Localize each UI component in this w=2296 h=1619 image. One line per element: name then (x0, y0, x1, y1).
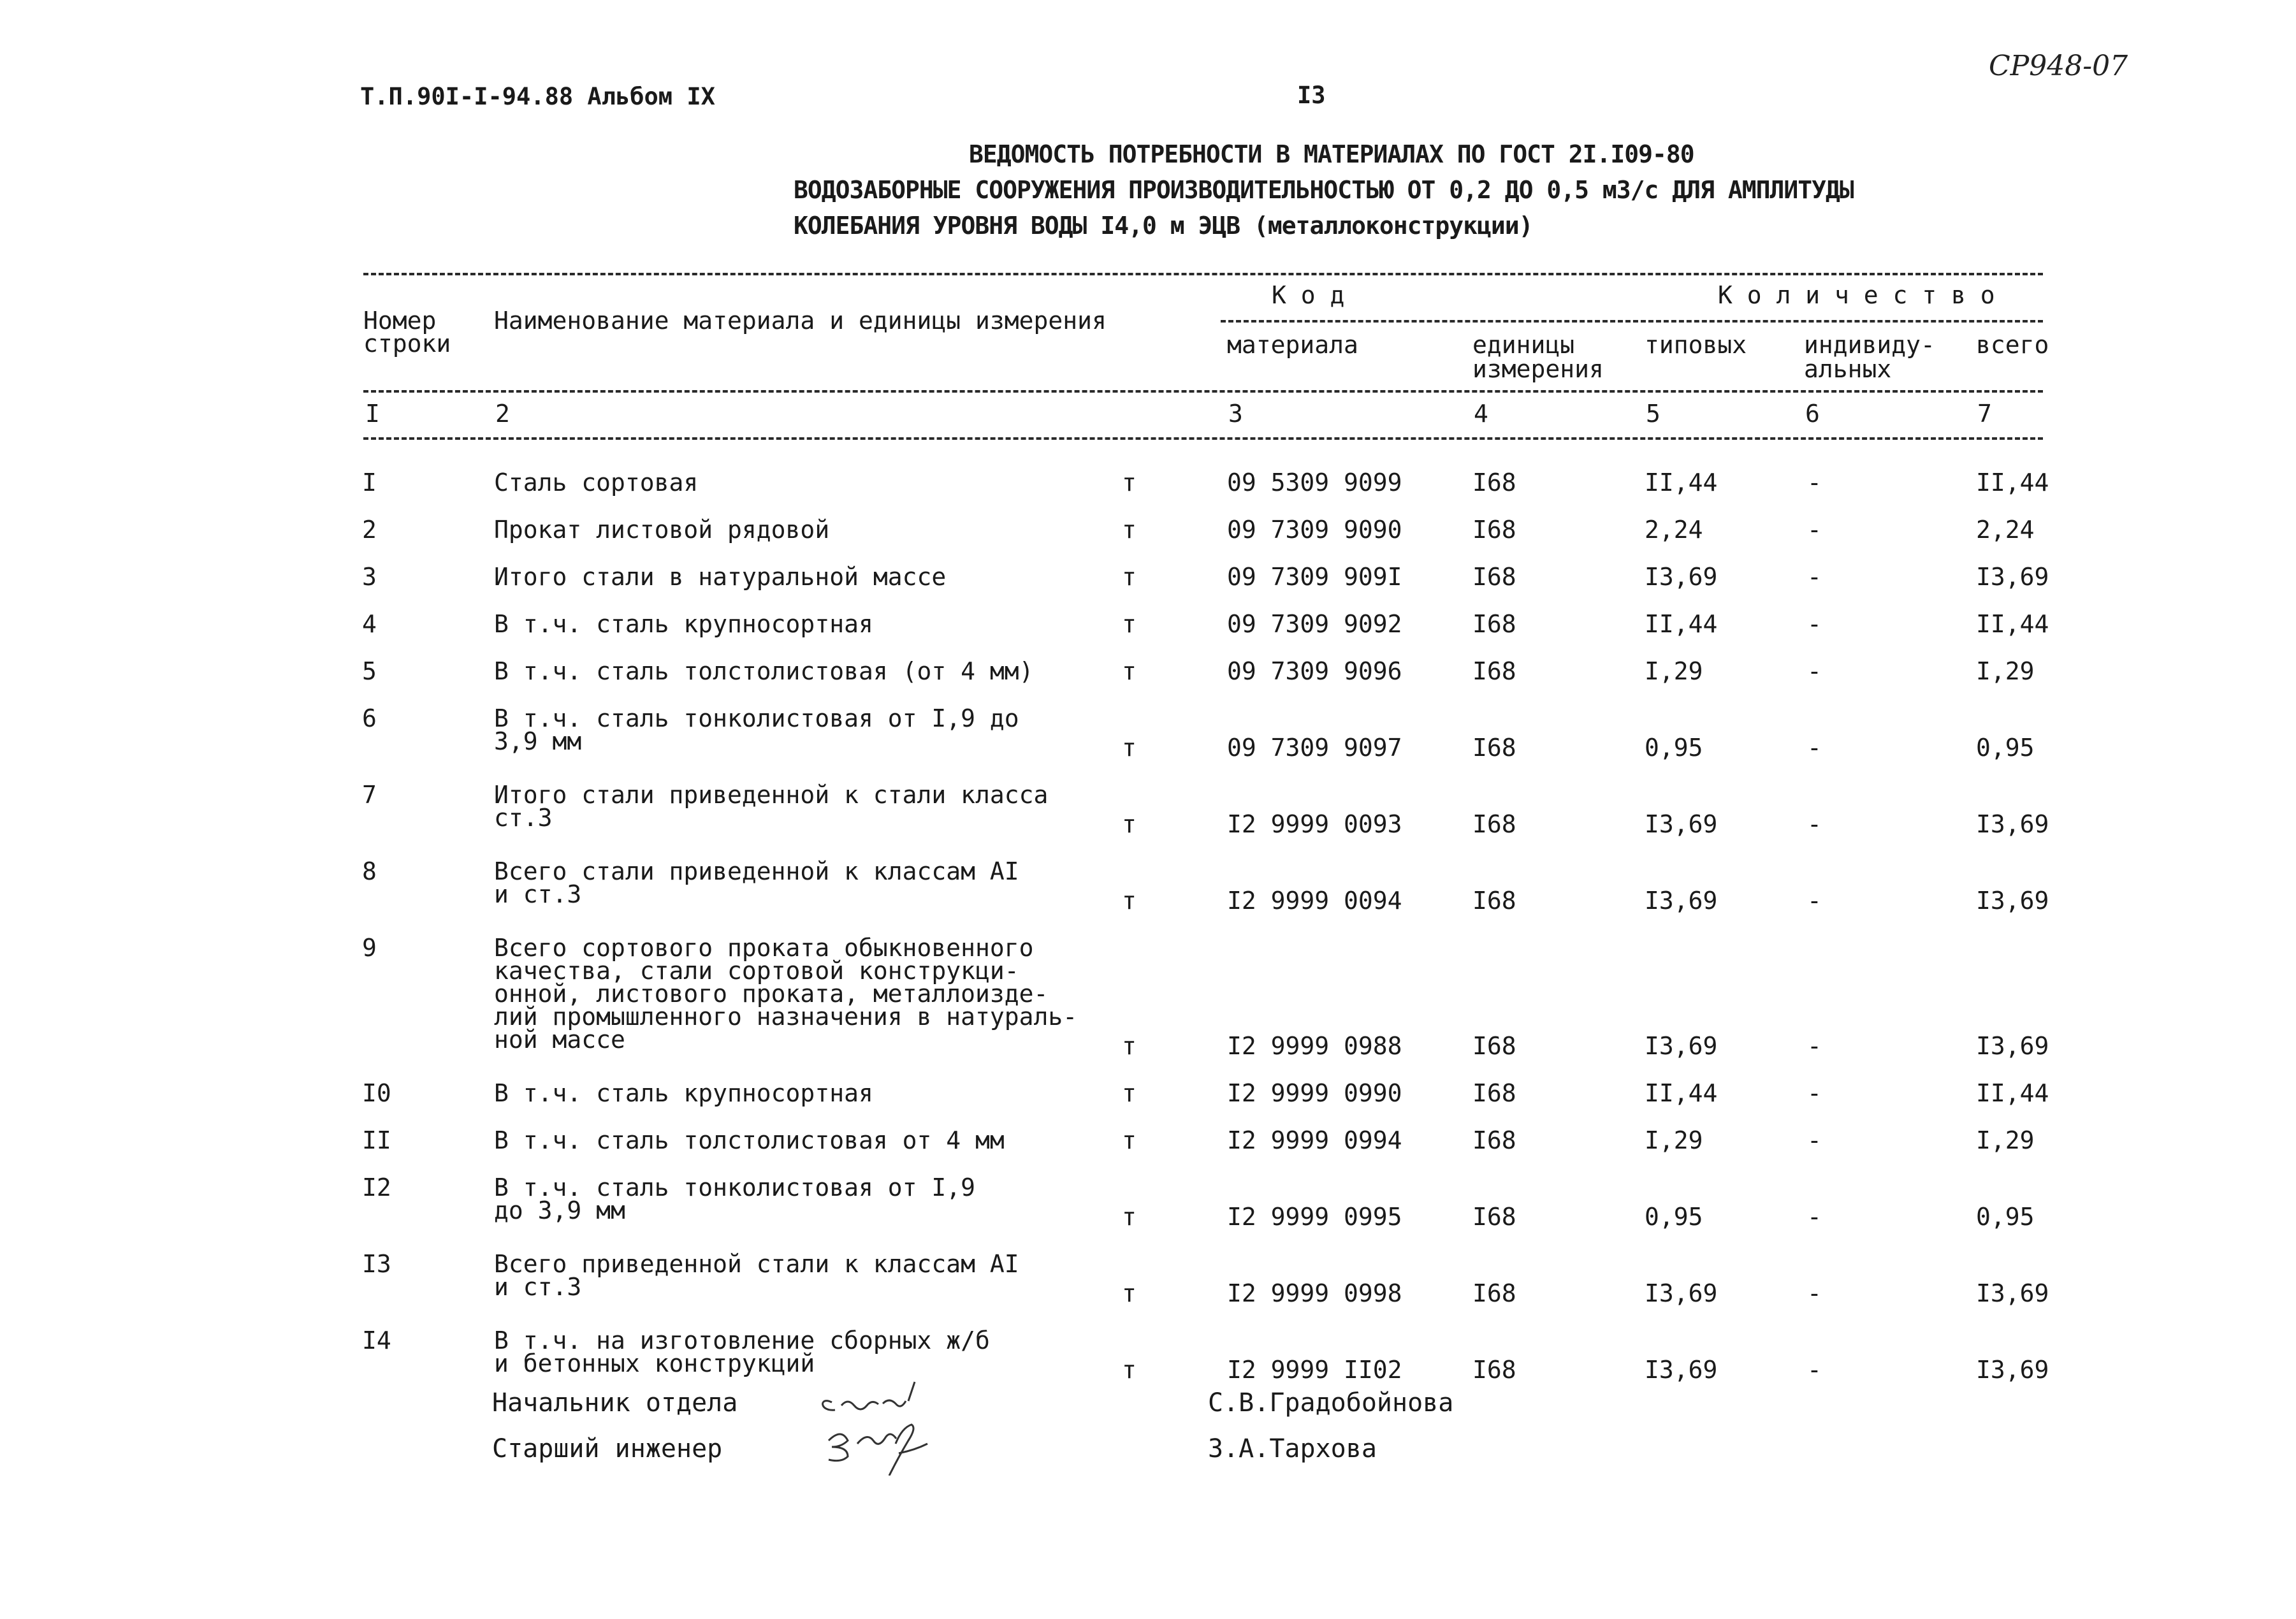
material-code: 09 7309 9096 (1227, 657, 1402, 685)
unit-of-measure: т (1122, 516, 1137, 544)
material-name-line: и ст.3 (494, 1273, 582, 1301)
quantity-total: 0,95 (1976, 1203, 2035, 1231)
material-name-line: и бетонных конструкций (494, 1349, 815, 1377)
quantity-typical: I3,69 (1645, 887, 1718, 915)
quantity-individual: - (1807, 563, 1822, 591)
unit-code: I68 (1472, 1032, 1516, 1060)
quantity-typical: II,44 (1645, 610, 1718, 638)
signature-name-1: С.В.Градобойнова (1208, 1388, 1454, 1418)
handwritten-signature-1 (813, 1377, 940, 1421)
header-code-unit-line-1: единицы (1472, 331, 1575, 359)
material-code: I2 9999 0990 (1227, 1079, 1402, 1107)
unit-code: I68 (1472, 1356, 1516, 1384)
unit-code: I68 (1472, 657, 1516, 685)
unit-code: I68 (1472, 1279, 1516, 1307)
material-code: I2 9999 0995 (1227, 1203, 1402, 1231)
quantity-individual: - (1807, 1079, 1822, 1107)
row-number: 5 (362, 657, 377, 685)
quantity-individual: - (1807, 516, 1822, 544)
unit-of-measure: т (1122, 1203, 1137, 1231)
quantity-total: II,44 (1976, 1079, 2049, 1107)
quantity-total: II,44 (1976, 468, 2049, 497)
col-number-4: 4 (1474, 400, 1488, 428)
unit-of-measure: т (1122, 1279, 1137, 1307)
material-name-line: Всего сортового проката обыкновенного (494, 934, 1034, 962)
quantity-individual: - (1807, 468, 1822, 497)
header-code-unit-line-2: измерения (1472, 355, 1604, 383)
unit-code: I68 (1472, 1126, 1516, 1154)
unit-of-measure: т (1122, 1356, 1137, 1384)
unit-code: I68 (1472, 516, 1516, 544)
unit-code: I68 (1472, 734, 1516, 762)
quantity-typical: I3,69 (1645, 1356, 1718, 1384)
material-code: 09 7309 909I (1227, 563, 1402, 591)
quantity-typical: II,44 (1645, 1079, 1718, 1107)
quantity-typical: I3,69 (1645, 563, 1718, 591)
quantity-total: 0,95 (1976, 734, 2035, 762)
material-name-line: Всего стали приведенной к классам АI (494, 857, 1019, 885)
material-code: I2 9999 II02 (1227, 1356, 1402, 1384)
unit-code: I68 (1472, 1203, 1516, 1231)
row-number: I4 (362, 1326, 391, 1354)
quantity-individual: - (1807, 887, 1822, 915)
signature-name-2: З.А.Тархова (1208, 1434, 1377, 1463)
archive-stamp: СР948-07 (1989, 50, 2128, 82)
page-number: I3 (1297, 82, 1326, 109)
material-name-line: В т.ч. сталь тонколистовая от I,9 (494, 1173, 975, 1202)
material-name-line: до 3,9 мм (494, 1196, 625, 1224)
quantity-individual: - (1807, 610, 1822, 638)
row-number: 9 (362, 934, 377, 962)
header-qty-typical: типовых (1645, 331, 1747, 359)
quantity-total: I,29 (1976, 1126, 2035, 1154)
material-name-line: и ст.3 (494, 880, 582, 908)
unit-of-measure: т (1122, 734, 1137, 762)
quantity-typical: I,29 (1645, 1126, 1703, 1154)
signature-role-2: Старший инженер (492, 1434, 723, 1463)
material-code: I2 9999 0998 (1227, 1279, 1402, 1307)
unit-of-measure: т (1122, 810, 1137, 838)
header-code-group: К о д (1272, 281, 1345, 309)
material-name-line: В т.ч. сталь толстолистовая (от 4 мм) (494, 657, 1034, 685)
unit-code: I68 (1472, 1079, 1516, 1107)
quantity-total: I3,69 (1976, 1356, 2049, 1384)
quantity-total: I3,69 (1976, 1279, 2049, 1307)
quantity-typical: 0,95 (1645, 1203, 1703, 1231)
quantity-individual: - (1807, 1356, 1822, 1384)
column-numbers-rule (363, 437, 2043, 440)
quantity-individual: - (1807, 810, 1822, 838)
material-name-line: В т.ч. сталь крупносортная (494, 610, 873, 638)
col-number-1: I (365, 400, 380, 428)
col-number-7: 7 (1977, 400, 1992, 428)
header-qty-total: всего (1976, 331, 2049, 359)
quantity-total: I3,69 (1976, 887, 2049, 915)
quantity-individual: - (1807, 1032, 1822, 1060)
quantity-individual: - (1807, 734, 1822, 762)
unit-of-measure: т (1122, 1032, 1137, 1060)
quantity-total: I3,69 (1976, 810, 2049, 838)
material-name-line: качества, стали сортовой конструкци- (494, 957, 1019, 985)
quantity-typical: I,29 (1645, 657, 1703, 685)
quantity-typical: II,44 (1645, 468, 1718, 497)
header-group-rule (1221, 320, 2043, 323)
row-number: 7 (362, 781, 377, 809)
material-code: I2 9999 0094 (1227, 887, 1402, 915)
unit-of-measure: т (1122, 563, 1137, 591)
col-number-3: 3 (1228, 400, 1243, 428)
unit-of-measure: т (1122, 468, 1137, 497)
quantity-typical: 0,95 (1645, 734, 1703, 762)
col-number-5: 5 (1646, 400, 1660, 428)
row-number: I0 (362, 1079, 391, 1107)
header-qty-individual-line-1: индивиду- (1804, 331, 1935, 359)
material-name-line: лий промышленного назначения в натураль- (494, 1003, 1078, 1031)
quantity-typical: 2,24 (1645, 516, 1703, 544)
signature-role-1: Начальник отдела (492, 1388, 738, 1418)
quantity-individual: - (1807, 1126, 1822, 1154)
material-code: 09 7309 9090 (1227, 516, 1402, 544)
unit-code: I68 (1472, 610, 1516, 638)
unit-code: I68 (1472, 468, 1516, 497)
header-row-num-line-1: Номер (363, 307, 437, 335)
title-line-1: ВЕДОМОСТЬ ПОТРЕБНОСТИ В МАТЕРИАЛАХ ПО ГОСТ 2I.I09-80 (969, 140, 1694, 168)
material-name-line: ной массе (494, 1026, 625, 1054)
quantity-typical: I3,69 (1645, 1279, 1718, 1307)
table-top-rule (363, 273, 2043, 275)
material-name-line: онной, листового проката, металлоизде- (494, 980, 1049, 1008)
unit-of-measure: т (1122, 610, 1137, 638)
unit-code: I68 (1472, 887, 1516, 915)
unit-code: I68 (1472, 810, 1516, 838)
material-code: 09 5309 9099 (1227, 468, 1402, 497)
material-name-line: В т.ч. сталь толстолистовая от 4 мм (494, 1126, 1005, 1154)
quantity-individual: - (1807, 1203, 1822, 1231)
title-line-3: КОЛЕБАНИЯ УРОВНЯ ВОДЫ I4,0 м ЭЦВ (металлоконструкции) (794, 212, 1533, 240)
material-name-line: Прокат листовой рядовой (494, 516, 830, 544)
material-name-line: В т.ч. сталь крупносортная (494, 1079, 873, 1107)
row-number: 8 (362, 857, 377, 885)
quantity-individual: - (1807, 657, 1822, 685)
material-code: 09 7309 9092 (1227, 610, 1402, 638)
document-reference: Т.П.90I-I-94.88 Альбом IX (360, 83, 715, 110)
col-number-6: 6 (1805, 400, 1820, 428)
handwritten-signature-2 (822, 1418, 950, 1476)
row-number: II (362, 1126, 391, 1154)
row-number: 2 (362, 516, 377, 544)
material-code: 09 7309 9097 (1227, 734, 1402, 762)
row-number: I3 (362, 1250, 391, 1278)
quantity-typical: I3,69 (1645, 1032, 1718, 1060)
header-qty-individual-line-2: альных (1804, 355, 1892, 383)
quantity-typical: I3,69 (1645, 810, 1718, 838)
unit-of-measure: т (1122, 887, 1137, 915)
quantity-total: 2,24 (1976, 516, 2035, 544)
header-bottom-rule (363, 390, 2043, 393)
material-name-line: В т.ч. сталь тонколистовая от I,9 до (494, 704, 1019, 732)
material-code: I2 9999 0093 (1227, 810, 1402, 838)
row-number: I2 (362, 1173, 391, 1202)
quantity-total: I,29 (1976, 657, 2035, 685)
material-code: I2 9999 0994 (1227, 1126, 1402, 1154)
quantity-individual: - (1807, 1279, 1822, 1307)
row-number: 6 (362, 704, 377, 732)
quantity-total: I3,69 (1976, 563, 2049, 591)
unit-of-measure: т (1122, 1079, 1137, 1107)
unit-code: I68 (1472, 563, 1516, 591)
material-name-line: ст.3 (494, 804, 553, 832)
quantity-total: II,44 (1976, 610, 2049, 638)
header-code-material: материала (1227, 331, 1358, 359)
material-name-line: Итого стали приведенной к стали класса (494, 781, 1049, 809)
header-material-name: Наименование материала и единицы измерения (494, 307, 1107, 335)
material-code: I2 9999 0988 (1227, 1032, 1402, 1060)
material-name-line: Сталь сортовая (494, 468, 699, 497)
material-name-line: В т.ч. на изготовление сборных ж/б (494, 1326, 990, 1354)
title-line-2: ВОДОЗАБОРНЫЕ СООРУЖЕНИЯ ПРОИЗВОДИТЕЛЬНОСТЬЮ ОТ 0,2 ДО 0,5 м3/с ДЛЯ АМПЛИТУДЫ (794, 176, 1854, 204)
row-number: 4 (362, 610, 377, 638)
material-name-line: Итого стали в натуральной массе (494, 563, 947, 591)
material-name-line: 3,9 мм (494, 727, 582, 755)
col-number-2: 2 (495, 400, 510, 428)
row-number: 3 (362, 563, 377, 591)
header-quantity-group: К о л и ч е с т в о (1718, 281, 1995, 309)
unit-of-measure: т (1122, 1126, 1137, 1154)
header-row-num-line-2: строки (363, 330, 451, 358)
quantity-total: I3,69 (1976, 1032, 2049, 1060)
unit-of-measure: т (1122, 657, 1137, 685)
row-number: I (362, 468, 377, 497)
material-name-line: Всего приведенной стали к классам АI (494, 1250, 1019, 1278)
